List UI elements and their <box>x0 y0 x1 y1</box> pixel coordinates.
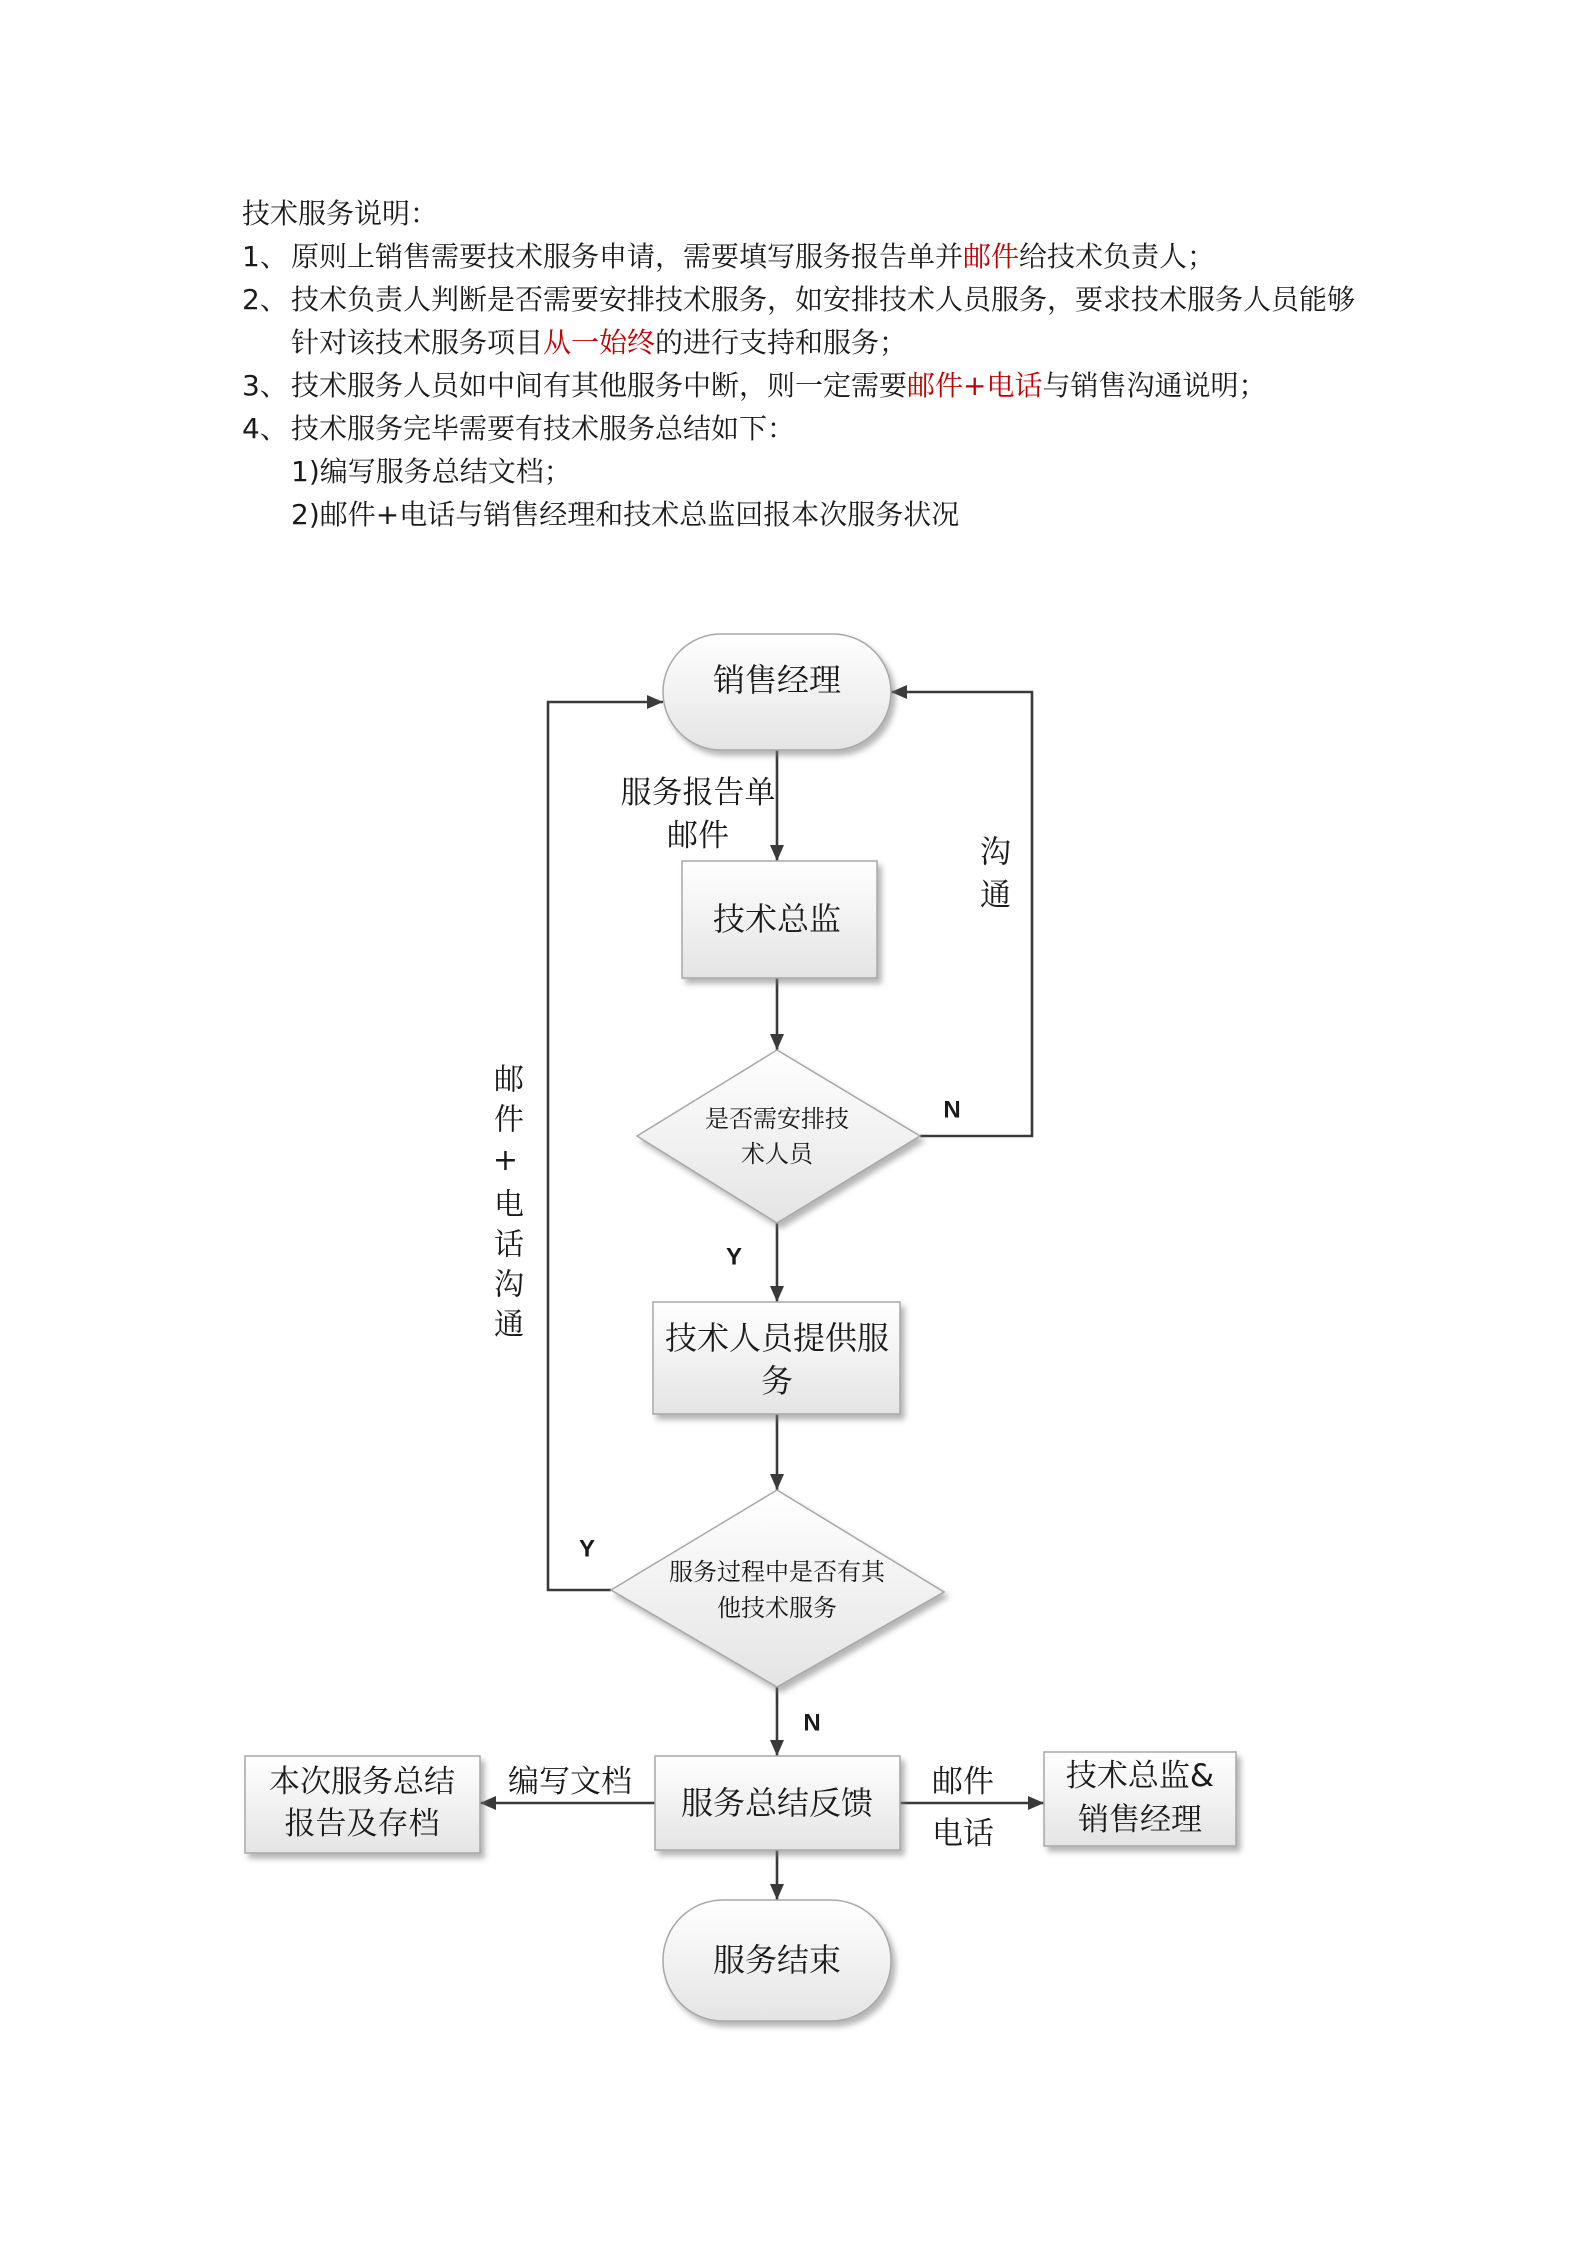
item-text: 技术服务完毕需要有技术服务总结如下： <box>291 412 796 445</box>
tech-director-label: 技术总监 <box>712 900 842 938</box>
instructions-heading: 技术服务说明： <box>242 197 439 230</box>
report-label-line2: 销售经理 <box>1078 1802 1202 1838</box>
arrow-decision-no-loop-to-start <box>891 692 1032 1136</box>
item-text: 给技术负责人； <box>1019 240 1216 273</box>
item-text: 针对该技术服务项目 <box>291 326 544 359</box>
highlight-text: 邮件+电话 <box>907 369 1043 402</box>
decision-assign-label-line2: 术人员 <box>741 1140 813 1168</box>
item-text: 技术负责人判断是否需要安排技术服务，如安排技术人员服务，要求技术服务人员能够 <box>291 283 1356 316</box>
item-text: 与销售沟通说明； <box>1042 369 1267 402</box>
item-text: 技术服务人员如中间有其他服务中断，则一定需要 <box>291 369 908 402</box>
item-text: 原则上销售需要技术服务申请，需要填写服务报告单并 <box>291 240 964 273</box>
end-label: 服务结束 <box>712 1941 842 1979</box>
highlight-text: 从一始终 <box>543 326 656 359</box>
email-phone-label-line1: 邮件 <box>932 1764 994 1800</box>
report-form-label-line2: 邮件 <box>667 818 729 854</box>
decision-other-label-line1: 服务过程中是否有其 <box>669 1558 885 1586</box>
decision-other-no-label: N <box>803 1709 821 1737</box>
write-doc-label: 编写文档 <box>508 1764 632 1800</box>
item-number: 2、 <box>242 283 288 316</box>
decision-other-diamond <box>611 1490 944 1687</box>
decision-assign-diamond <box>637 1050 920 1223</box>
report-form-label-line1: 服务报告单 <box>620 775 776 811</box>
start-label: 销售经理 <box>712 661 842 699</box>
decision-other-label-line2: 他技术服务 <box>717 1594 837 1622</box>
item-number: 3、 <box>242 369 288 402</box>
item-number: 1、 <box>242 240 288 273</box>
service-label-line2: 务 <box>760 1362 794 1400</box>
instruction-subitem-2: 2)邮件+电话与销售经理和技术总监回报本次服务状况 <box>291 498 960 531</box>
report-label-line1: 技术总监& <box>1065 1758 1215 1794</box>
item-text: 的进行支持和服务； <box>655 326 908 359</box>
instruction-subitem-1: 1)编写服务总结文档； <box>291 455 572 488</box>
decision-assign-yes-label: Y <box>725 1243 743 1271</box>
arrow-decision-yes-loop-to-start <box>548 702 663 1590</box>
email-phone-communicate-label: 邮件+电话沟通 <box>488 1063 523 1348</box>
email-phone-label-line2: 电话 <box>932 1816 994 1852</box>
archive-label-line1: 本次服务总结 <box>269 1764 455 1800</box>
decision-assign-no-label: N <box>943 1096 961 1124</box>
summary-label: 服务总结反馈 <box>680 1784 874 1822</box>
communicate-label: 沟通 <box>974 835 1010 921</box>
item-number: 4、 <box>242 412 288 445</box>
archive-label-line2: 报告及存档 <box>284 1806 440 1842</box>
highlight-text: 邮件 <box>963 240 1020 273</box>
decision-other-yes-label: Y <box>578 1535 596 1563</box>
service-label-line1: 技术人员提供服 <box>664 1319 890 1357</box>
decision-assign-label-line1: 是否需安排技 <box>705 1105 849 1133</box>
